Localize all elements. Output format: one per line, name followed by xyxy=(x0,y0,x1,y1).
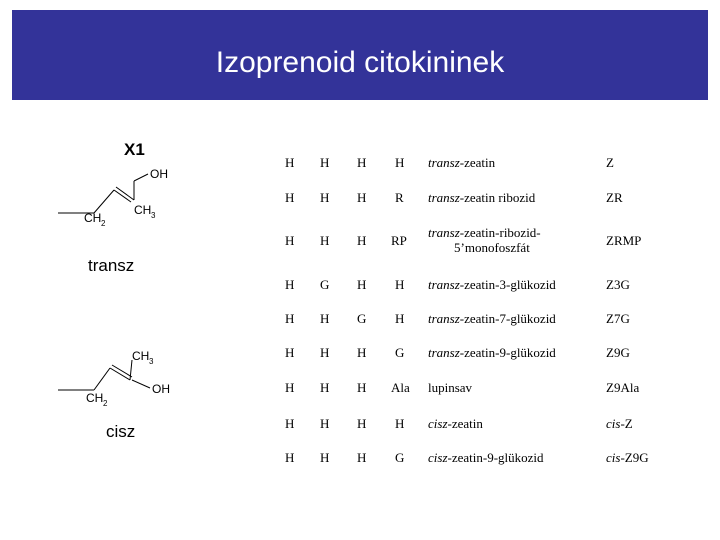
slide-title: Izoprenoid citokininek xyxy=(215,46,505,79)
ch2-label: CH xyxy=(86,391,104,405)
ch3-label: CH xyxy=(132,349,150,363)
svg-text:3: 3 xyxy=(151,211,156,220)
transz-zeatin-structure xyxy=(50,160,180,230)
oh-label: OH xyxy=(150,167,168,181)
ch2-label: CH xyxy=(84,211,102,225)
svg-text:2: 2 xyxy=(103,399,108,408)
cisz-label: cisz xyxy=(106,422,136,441)
ch3-label: CH xyxy=(134,203,152,217)
oh-label: OH xyxy=(152,382,170,396)
cisz-zeatin-structure xyxy=(50,340,180,415)
svg-text:2: 2 xyxy=(101,219,106,228)
transz-label: transz xyxy=(88,256,135,275)
title-bar xyxy=(12,10,708,100)
x1-label: X1 xyxy=(124,140,145,159)
svg-text:3: 3 xyxy=(149,357,154,366)
